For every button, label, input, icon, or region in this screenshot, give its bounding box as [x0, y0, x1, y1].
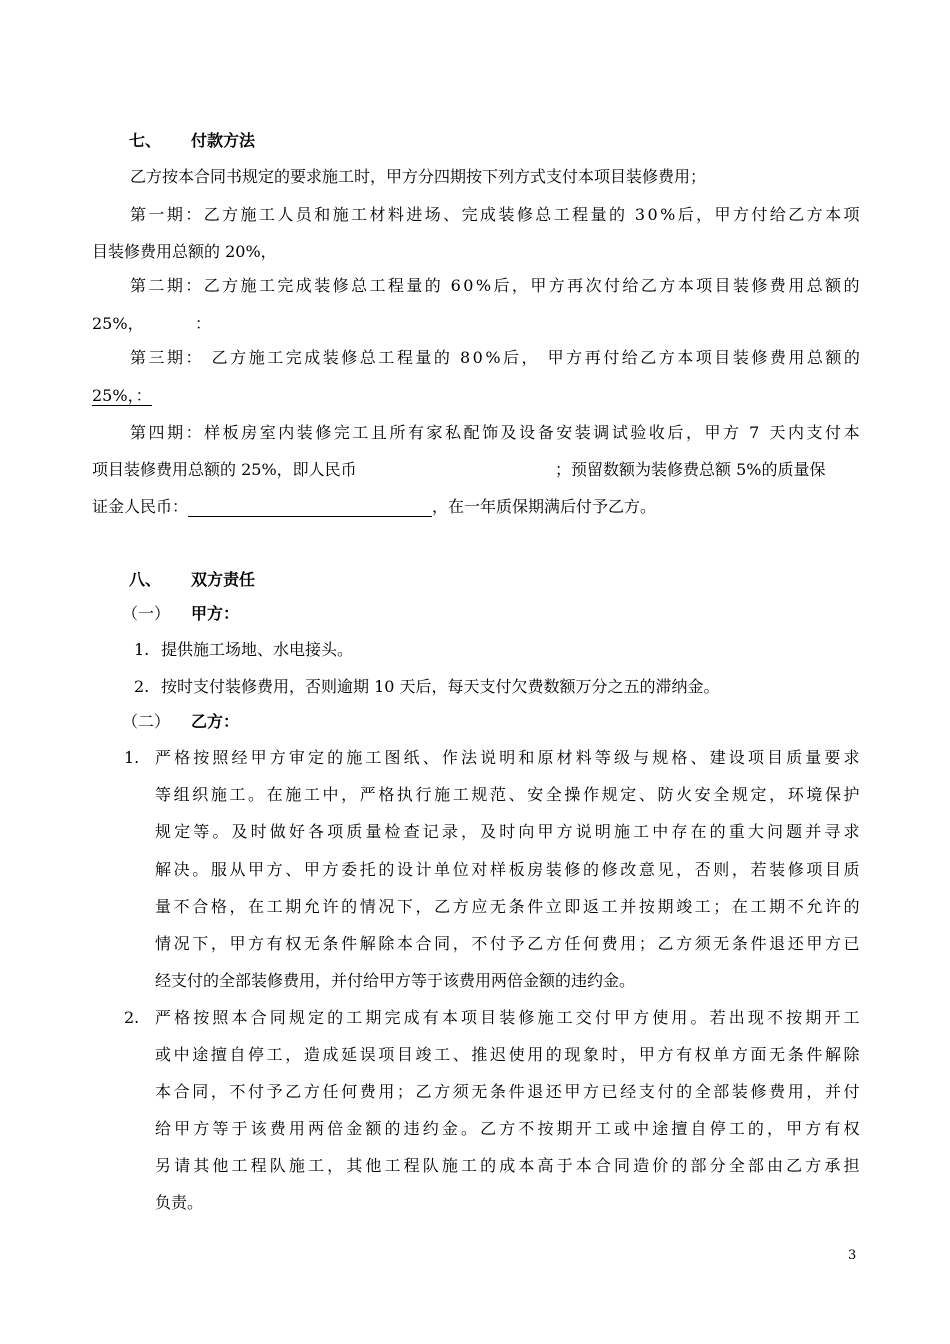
partyB-item1-line: 解 决 。 服 从 甲 方 、 甲 方 委 托 的 设 计 单 位 对 样 板 房 装 修 的 修 改 意 见 ， 否 则 ， 若 装 修 项 目 质	[155, 860, 860, 879]
partyA-number: （一）	[122, 604, 171, 623]
phase4-line3b: ，在一年质保期满后付予乙方。	[432, 497, 657, 516]
partyA-item2-num: 2.	[134, 677, 150, 696]
partyA-item1-num: 1.	[134, 640, 150, 659]
phase3-line1: 第 三 期 ： 乙 方 施 工 完 成 装 修 总 工 程 量 的 8 0 % 后 ， 甲 方 再 付 给 乙 方 本 项 目 装 修 费 用 总 额 的	[130, 348, 860, 367]
phase2-line1: 第 二 期 ： 乙 方 施 工 完 成 装 修 总 工 程 量 的 6 0 % 后 ， 甲 方 再 次 付 给 乙 方 本 项 目 装 修 费 用 总 额 的	[130, 276, 860, 295]
phase1-line1: 第 一 期 ： 乙 方 施 工 人 员 和 施 工 材 料 进 场 、 完 成 装 修 总 工 程 量 的 3 0 % 后 ， 甲 方 付 给 乙 方 本 项	[130, 205, 860, 224]
section8-title: 双方责任	[191, 570, 256, 589]
phase4-line2b: ；预留数额为装修费总额 5%的质量保	[555, 460, 826, 479]
phase3-line2-text: 25%，：	[92, 386, 152, 405]
partyB-item1-line: 经支付的全部装修费用，并付给甲方等于该费用两倍金额的违约金。	[155, 971, 636, 990]
phase3-line2	[92, 386, 152, 406]
partyA-label: 甲方：	[191, 604, 240, 623]
partyB-item1-line: 规 定 等 。 及 时 做 好 各 项 质 量 检 查 记 录 ， 及 时 向 甲 方 说 明 施 工 中 存 在 的 重 大 问 题 并 寻 求	[155, 822, 860, 841]
deposit-amount-blank	[188, 497, 432, 517]
partyA-item1-text: 提供施工场地、水电接头。	[161, 640, 354, 659]
section7-title: 付款方法	[191, 131, 256, 150]
phase4-line1: 第 四 期 ： 样 板 房 室 内 装 修 完 工 且 所 有 家 私 配 饰 及 设 备 安 装 调 试 验 收 后 ， 甲 方 7 天 内 支 付 本	[130, 423, 860, 442]
partyB-item2-line: 或 中 途 擅 自 停 工 ， 造 成 延 误 项 目 竣 工 、 推 迟 使 用 的 现 象 时 ， 甲 方 有 权 单 方 面 无 条 件 解 除	[155, 1045, 860, 1064]
partyB-number: （二）	[122, 712, 171, 731]
partyB-item2-line: 本 合 同 ， 不 付 予 乙 方 任 何 费 用 ； 乙 方 须 无 条 件 退 还 甲 方 已 经 支 付 的 全 部 装 修 费 用 ， 并 付	[155, 1082, 860, 1101]
partyB-item1-num: 1.	[124, 748, 140, 767]
partyB-item2-line: 负责。	[155, 1193, 204, 1212]
partyB-item1-line: 严 格 按 照 经 甲 方 审 定 的 施 工 图 纸 、 作 法 说 明 和 原 材 料 等 级 与 规 格 、 建 设 项 目 质 量 要 求	[155, 748, 860, 767]
phase2-colon: ：	[195, 314, 212, 333]
partyB-item2-line: 另 请 其 他 工 程 队 施 工 ， 其 他 工 程 队 施 工 的 成 本 高 于 本 合 同 造 价 的 部 分 全 部 由 乙 方 承 担	[155, 1156, 860, 1175]
phase4-line2a: 项目装修费用总额的 25%，即人民币	[92, 460, 357, 479]
section8-number: 八、	[129, 570, 162, 589]
page-number: 3	[848, 1248, 857, 1263]
partyB-label: 乙方：	[191, 712, 240, 731]
phase1-line2: 目装修费用总额的 20%，	[92, 242, 277, 261]
partyA-item2-text: 按时支付装修费用，否则逾期 10 天后，每天支付欠费数额万分之五的滞纳金。	[161, 677, 720, 696]
partyB-item1-line: 等 组 织 施 工 。 在 施 工 中 ， 严 格 执 行 施 工 规 范 、 安 全 操 作 规 定 、 防 火 安 全 规 定 ， 环 境 保 护	[155, 785, 860, 804]
partyB-item1-line: 情 况 下 ， 甲 方 有 权 无 条 件 解 除 本 合 同 ， 不 付 予 乙 方 任 何 费 用 ； 乙 方 须 无 条 件 退 还 甲 方 已	[155, 934, 860, 953]
partyB-item2-line: 严 格 按 照 本 合 同 规 定 的 工 期 完 成 有 本 项 目 装 修 施 工 交 付 甲 方 使 用 。 若 出 现 不 按 期 开 工	[155, 1008, 860, 1027]
phase4-line3a: 证金人民币：	[92, 497, 189, 516]
partyB-item1-line: 量 不 合 格 ， 在 工 期 允 许 的 情 况 下 ， 乙 方 应 无 条 件 立 即 返 工 并 按 期 竣 工 ； 在 工 期 不 允 许 的	[155, 897, 860, 916]
phase2-line2: 25%，	[92, 314, 144, 333]
partyB-item2-line: 给 甲 方 等 于 该 费 用 两 倍 金 额 的 违 约 金 。 乙 方 不 按 期 开 工 或 中 途 擅 自 停 工 的 ， 甲 方 有 权	[155, 1119, 860, 1138]
section7-intro: 乙方按本合同书规定的要求施工时，甲方分四期按下列方式支付本项目装修费用；	[130, 167, 707, 186]
phase4-line3	[92, 497, 656, 517]
section7-number: 七、	[129, 131, 162, 150]
partyB-item2-num: 2.	[124, 1008, 140, 1027]
